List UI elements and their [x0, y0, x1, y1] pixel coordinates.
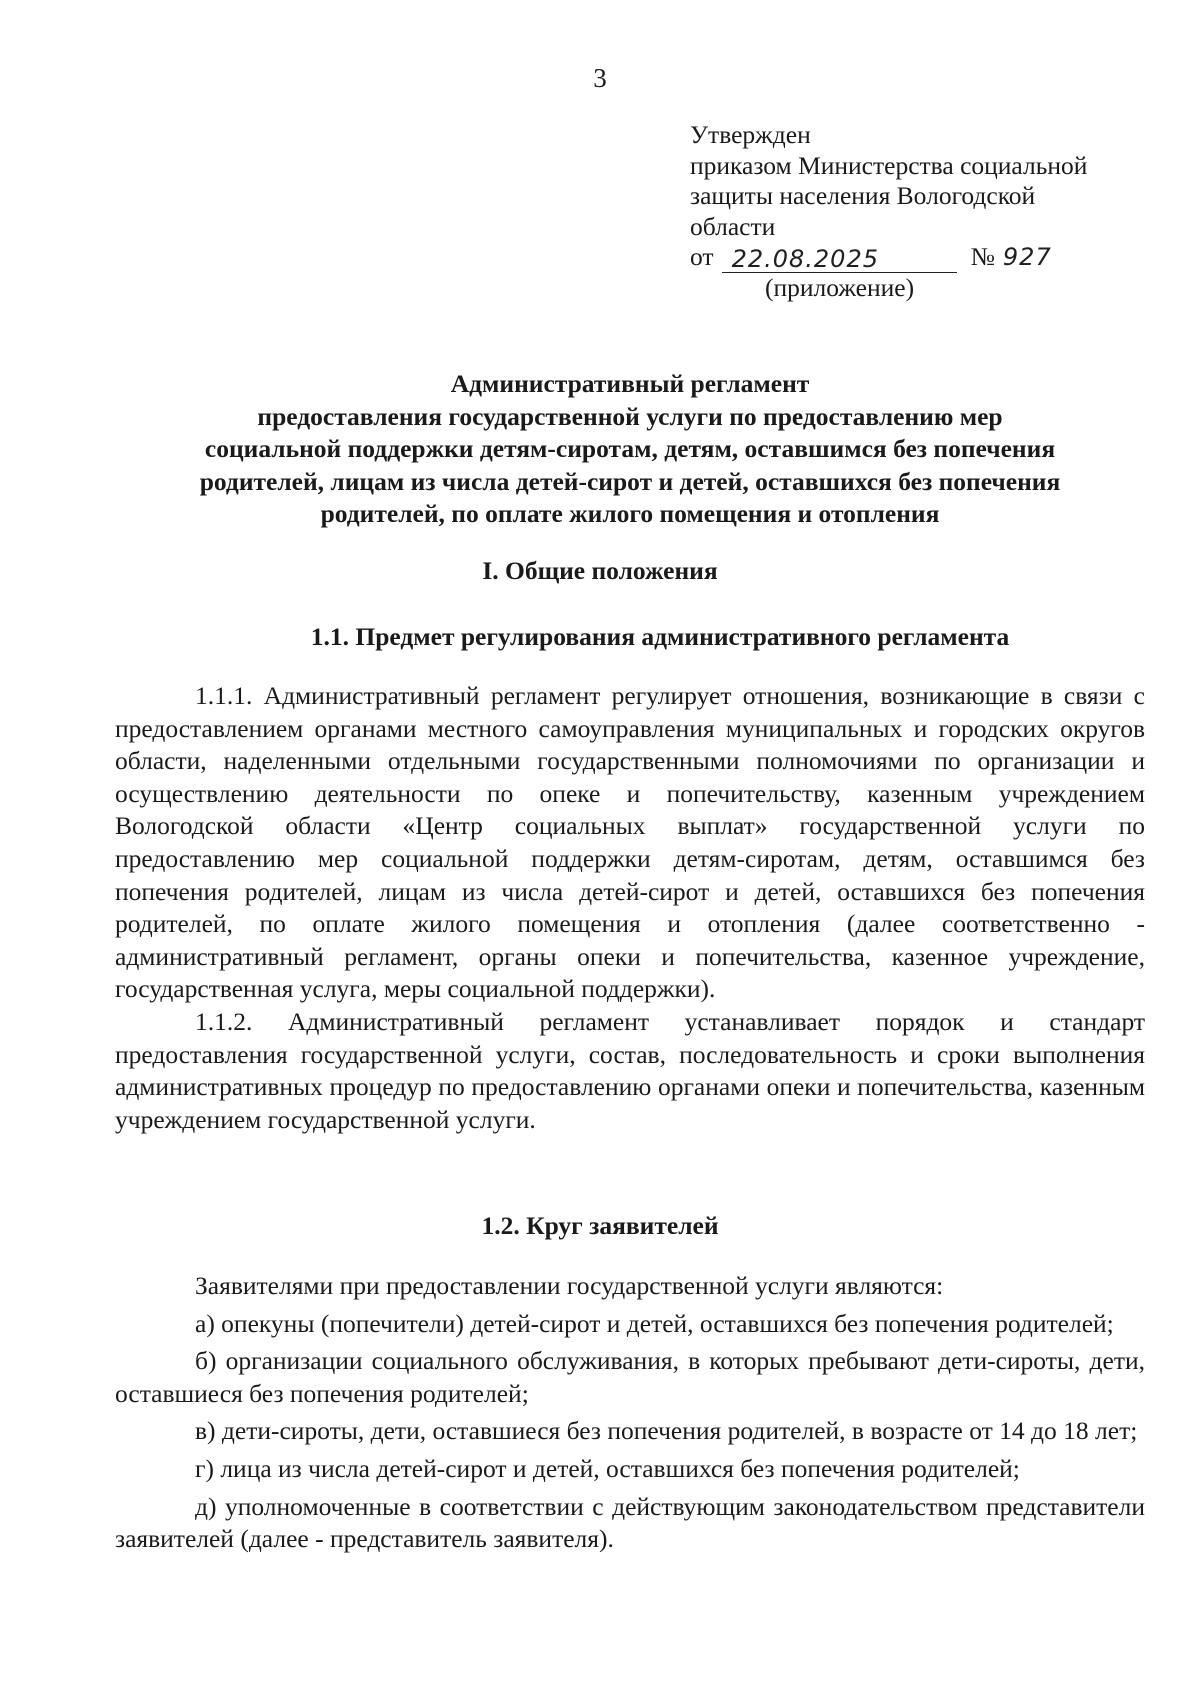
list-item: а) опекуны (попечители) детей-сирот и детей, оставшихся без попечения родителей; — [195, 1308, 1114, 1338]
subsection-heading-1-1: 1.1. Предмет регулирования административного регламента — [310, 622, 1010, 651]
paragraph-1-1-2: 1.1.2. Административный регламент устанавливает порядок и стандарт предоставления государственной услуги, состав, последовательность и сроки выполнения административных процедур по предоставлению органами опеки и попечительства, казенным учреждением государственной услуги. — [115, 1006, 1145, 1134]
document-title — [140, 368, 1120, 531]
applicants-list — [115, 1270, 1145, 1561]
approval-line-1: Утвержден — [690, 120, 811, 149]
approval-stamp-block — [690, 120, 1150, 303]
applicants-intro: Заявителями при предоставлении государственной услуги являются: — [195, 1271, 944, 1300]
appendix-note: (приложение) — [765, 272, 915, 302]
title-line-1: Административный регламент — [450, 369, 810, 398]
paragraph-1-1-1: 1.1.1. Административный регламент регулирует отношения, возникающие в связи с предоставлением органами местного самоуправления муниципальных и городских округов области, наделенными отдельными государственными полномочиями по организации и осуществлению деятельности по опеке и попечительству, казенным учреждением Вологодской области «Центр социальных выплат» государственной услуги по предоставлению мер социальной поддержки детям-сиротам, детям, оставшимся без попечения родителей, лицам из числа детей-сирот и детей, оставшихся без попечения родителей, по оплате жилого помещения и отопления (далее соответственно - административный регламент, органы опеки и попечительства, казенное учреждение, государственная услуга, меры социальной поддержки). — [115, 681, 1145, 1004]
number-label: № — [970, 242, 995, 271]
title-line-5: родителей, по оплате жилого помещения и отопления — [320, 499, 940, 528]
list-item: б) организации социального обслуживания, в которых пребывают дети-сироты, дети, оставшиеся без попечения родителей; — [115, 1346, 1145, 1408]
title-line-4: родителей, лицам из числа детей-сирот и детей, оставшихся без попечения — [199, 466, 1061, 496]
section-heading: I. Общие положения — [482, 556, 718, 585]
handwritten-number: 927 — [1002, 243, 1052, 271]
list-item: в) дети-сироты, дети, оставшиеся без попечения родителей, в возрасте от 14 до 18 лет; — [195, 1416, 1138, 1446]
approval-date-line — [690, 242, 1150, 273]
approval-line-3: защиты населения Вологодской — [690, 181, 1036, 210]
approval-line-4: области — [690, 211, 776, 241]
title-line-2: предоставления государственной услуги по предоставлению мер — [257, 401, 1003, 431]
subsection-heading-1-2: 1.2. Круг заявителей — [481, 1211, 719, 1240]
subsection-1-1-body — [115, 680, 1145, 1136]
title-line-3: социальной поддержки детям-сиротам, детям, оставшимся без попечения — [204, 434, 1056, 463]
approval-line-2: приказом Министерства социальной — [690, 150, 1088, 180]
handwritten-date: 22.08.2025 — [722, 246, 957, 273]
list-item: г) лица из числа детей-сирот и детей, оставшихся без попечения родителей; — [195, 1453, 1020, 1483]
list-item: д) уполномоченные в соответствии с действующим законодательством представители заявителей (далее - представитель заявителя). — [115, 1491, 1145, 1554]
page-number: 3 — [593, 63, 607, 93]
date-prefix: от — [690, 242, 714, 271]
